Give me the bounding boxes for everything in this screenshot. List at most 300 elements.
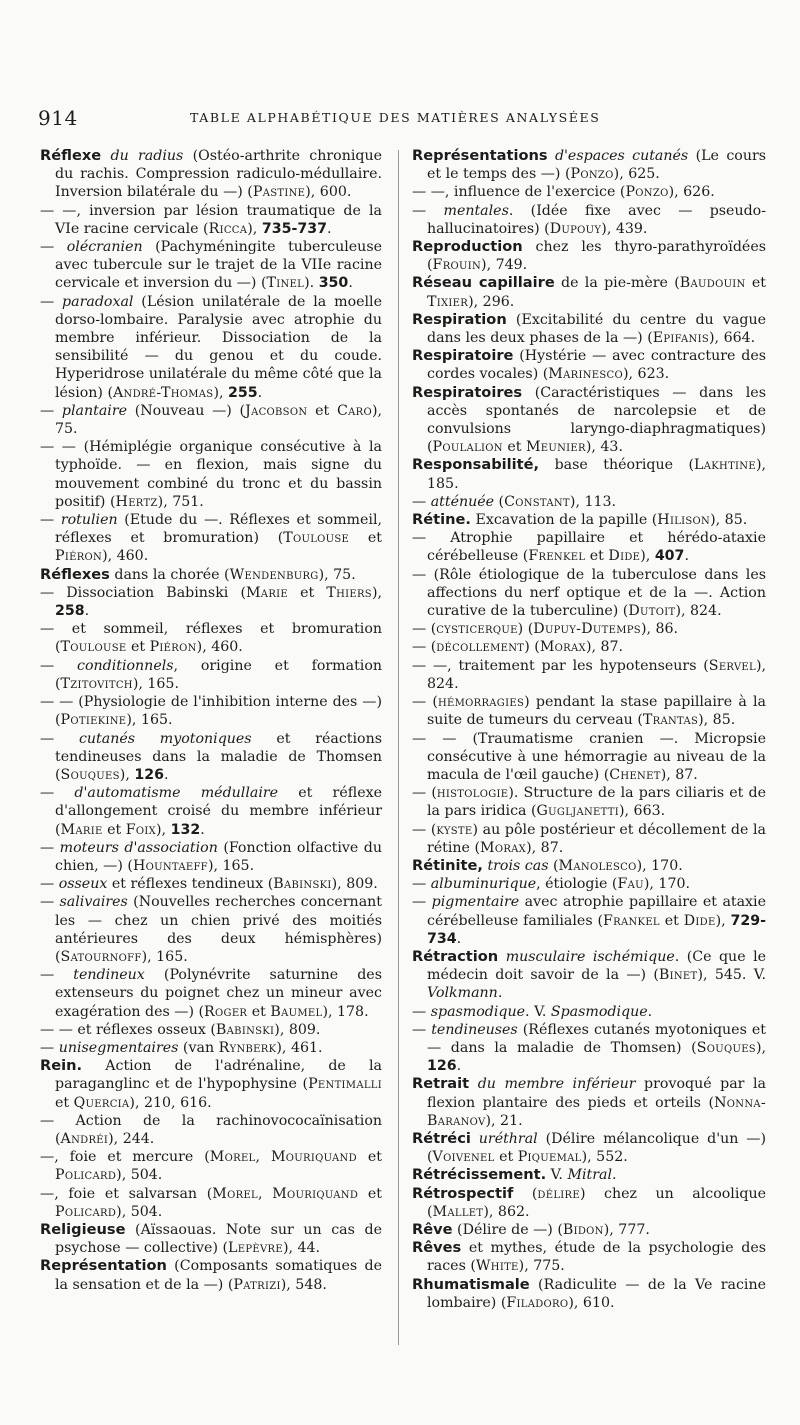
author-name: décollement: [436, 639, 525, 656]
entry-text: — et sommeil, réflexes et bromuration (: [40, 621, 382, 656]
author-name: Binet: [658, 967, 698, 984]
entry-text: et réflexe d'allongement croisé du membre inférieur (: [55, 785, 382, 838]
headword: Réflexes: [40, 565, 110, 583]
subentry-term: albuminurique: [430, 876, 537, 893]
entry-text: ), 545. V.: [697, 967, 767, 984]
entry-text: et: [288, 584, 327, 601]
author-name: kyste: [436, 821, 473, 838]
subentry-term: spasmodique: [430, 1003, 526, 1020]
entry-text: ), 777.: [603, 1221, 650, 1238]
entry-text: et: [307, 402, 337, 419]
entry-text: ), 600.: [305, 184, 352, 201]
entry-text: —: [40, 293, 63, 310]
page-reference-bold: 729-734: [427, 912, 766, 947]
entry-text: ),: [247, 220, 262, 237]
entry-text: ), 751.: [157, 493, 204, 510]
entry-text: ), 170.: [636, 857, 683, 874]
subentry-term: moteurs d'association: [59, 839, 218, 856]
entry-text: — Atrophie papillaire et hérédo-ataxie cérébelleuse (: [412, 530, 766, 565]
entry-text: ), 165.: [141, 948, 188, 965]
entry-text: ), 165.: [132, 675, 179, 692]
index-entry: [412, 1276, 766, 1312]
author-name: Baudouin: [679, 275, 746, 292]
author-name: Ponzo: [570, 166, 614, 183]
author-name: cysticerque: [436, 621, 518, 638]
author-name: Constant: [504, 493, 570, 510]
entry-text: (Le cours et le temps des —) (: [427, 148, 767, 183]
entry-text: — — (Hémiplégie organique consécutive à la typhoïde. — en flexion, mais signe du mouvement combiné du tronc et du bassin positif) (: [40, 439, 382, 510]
entry-text: — (: [412, 694, 438, 711]
entry-text: ), 75.: [318, 566, 356, 583]
author-name: Pastine: [252, 184, 306, 201]
index-entry: [40, 238, 382, 293]
entry-text: (Lésion unilatérale de la moelle dorso-lombaire. Paralysie avec atrophie du membre inférieur. Dissociation de la sensibilité — du genou et du coude. Hyperidrose unilatérale du même côté que la lésion) (: [55, 293, 382, 401]
entry-text: ),: [156, 821, 171, 838]
subentry-term: salivaires: [59, 894, 128, 911]
author-name: Potiekine: [60, 712, 127, 729]
entry-text: ), 504.: [116, 1167, 163, 1184]
entry-text: , étiologie (: [536, 876, 618, 893]
author-name: Hertz: [115, 493, 158, 510]
entry-text: —, foie et salvarsan (: [40, 1185, 213, 1202]
author-name: Babinski: [215, 1021, 275, 1038]
author-name: Morax: [539, 639, 586, 656]
index-entry: [412, 1003, 766, 1021]
entry-text: —: [412, 202, 444, 219]
author-name: Piquemal: [517, 1149, 582, 1166]
index-entry: [412, 657, 766, 693]
entry-text: dans la chorée (: [109, 566, 230, 583]
entry-text: — —, traitement par les hypotenseurs (: [412, 657, 709, 674]
author-name: Souques: [696, 1039, 756, 1056]
entry-text: (Excitabilité du centre du vague dans les deux phases de la —) (: [427, 311, 766, 347]
index-entry: [412, 638, 766, 656]
entry-text: —: [40, 402, 62, 419]
entry-text: ), 548.: [280, 1276, 327, 1293]
index-entry: [412, 620, 766, 638]
entry-text: et: [356, 1149, 382, 1166]
index-entry: [40, 402, 382, 438]
entry-text: — Dissociation Babinski (: [40, 584, 246, 601]
entry-text: avec atrophie papillaire et ataxie cérébelleuse familiales (: [427, 894, 766, 929]
entry-text: .: [200, 821, 205, 838]
entry-text: .: [326, 220, 332, 237]
index-entry: [40, 202, 382, 238]
entry-text: base théorique (: [539, 457, 695, 474]
index-entry: [412, 857, 766, 875]
entry-text: et réflexes tendineux (: [107, 876, 274, 893]
entry-text: ), 749.: [481, 257, 528, 274]
entry-text: ), 43.: [585, 439, 623, 456]
author-name: Poulalion: [432, 439, 503, 456]
entry-text: ), 439.: [601, 220, 648, 237]
entry-text: ), 85.: [710, 512, 748, 529]
index-entry: [412, 875, 766, 893]
entry-text: ),: [640, 548, 655, 565]
author-name: Frouin: [432, 257, 482, 274]
subentry-term: d'espaces cutanés: [554, 148, 689, 164]
index-entry: [40, 1221, 382, 1257]
index-entry: [412, 1021, 766, 1076]
entry-text: Excavation de la papille (: [470, 512, 658, 529]
headword: Réflexe: [40, 147, 102, 164]
entry-text: ). Structure de la pars ciliaris et de la pars iridica (: [427, 785, 767, 820]
page-reference-bold: 126: [427, 1058, 457, 1075]
author-name: Hountaeff: [132, 857, 208, 874]
index-entry: [412, 347, 766, 383]
entry-text: ), 664.: [709, 330, 756, 347]
index-entry: [412, 730, 766, 785]
entry-text: et: [55, 1094, 74, 1111]
entry-text: ), 165.: [126, 712, 173, 729]
author-name: Souques: [60, 766, 120, 783]
subentry-term: paradoxal: [62, 293, 134, 310]
author-name: Patrizi: [233, 1276, 281, 1293]
entry-text: ), 165.: [207, 857, 255, 874]
subentry-term: unisegmentaires: [58, 1039, 179, 1056]
entry-text: Action de l'adrénaline, de la paraganglinc et de l'hypophysine (: [55, 1058, 382, 1093]
entry-text: (Etude du —. Réflexes et sommeil, réflexes et bromuration) (: [55, 512, 382, 547]
index-entry: [40, 1148, 382, 1184]
author-name: Morel: [212, 1185, 258, 1202]
author-name: Epifanis: [652, 330, 710, 347]
entry-text: ), 504.: [116, 1203, 163, 1220]
entry-text: ), 460.: [102, 548, 149, 565]
author-name: Policard: [55, 1167, 117, 1184]
author-name: Dupuy-Dutemps: [533, 621, 641, 638]
entry-text: et: [102, 821, 126, 838]
index-entry: [412, 1239, 766, 1275]
entry-text: [498, 949, 505, 965]
subentry-term: olécranien: [66, 239, 143, 256]
entry-text: et réactions tendineuses dans la maladie de Thomsen (: [55, 730, 382, 783]
entry-text: ),: [371, 584, 382, 601]
entry-text: (Radiculite — de la Ve racine lombaire) (: [427, 1276, 766, 1311]
author-name: Dupouy: [549, 220, 602, 237]
index-entry: [412, 1130, 766, 1166]
entry-text: (Caractéristiques — dans les accès spontanés de narcolepsie et de convulsions laryngo-diaphragmatiques) (: [427, 384, 766, 456]
author-name: Tinel: [266, 275, 305, 292]
author-name: Fau: [617, 876, 644, 893]
index-entry: [412, 183, 766, 201]
entry-text: .: [497, 985, 503, 1002]
author-name: histologie: [436, 785, 509, 802]
index-entry: [40, 438, 382, 511]
index-entry: [40, 693, 382, 729]
entry-text: (Réflexes cutanés myotoniques et — dans la maladie de Thomsen) (: [427, 1021, 766, 1056]
author-name: Ricca: [208, 220, 248, 237]
author-name: White: [475, 1258, 519, 1275]
entry-text: ), 623.: [622, 366, 670, 383]
index-entry: [412, 511, 766, 529]
entry-text: —: [412, 493, 431, 510]
headword: Rêves: [412, 1239, 462, 1257]
subentry-term: Volkmann: [427, 985, 498, 1002]
index-entry: [412, 893, 766, 948]
subentry-term: osseux: [58, 876, 108, 893]
author-name: Lepèvre: [228, 1240, 283, 1257]
entry-text: et: [659, 912, 684, 929]
right-column: [412, 147, 766, 1312]
page-reference-bold: 255: [228, 384, 258, 401]
index-entry: [412, 821, 766, 857]
entry-text: —: [412, 1003, 431, 1020]
index-entry: [412, 274, 766, 310]
entry-text: —: [412, 876, 431, 893]
index-entry: [412, 238, 766, 274]
author-name: Frankel: [603, 912, 660, 929]
entry-text: (: [513, 1185, 538, 1202]
author-name: Frenkel: [528, 548, 586, 565]
headword: Rêve: [412, 1220, 453, 1238]
entry-text: (Aïssaouas. Note sur un cas de psychose — collective) (: [55, 1221, 382, 1257]
subentry-term: musculaire ischémique: [505, 948, 675, 965]
index-entry: [40, 1039, 382, 1057]
entry-text: — Action de la rachinovococaïnisation (: [40, 1112, 382, 1147]
headword: Rétrospectif: [412, 1184, 514, 1202]
author-name: Gugljanetti: [536, 803, 619, 820]
entry-text: et mythes, étude de la psychologie des races (: [427, 1240, 766, 1275]
index-entry: [40, 566, 382, 584]
entry-text: .: [456, 1058, 462, 1075]
index-entry: [412, 566, 766, 621]
subentry-term: trois cas: [487, 857, 549, 874]
entry-text: —: [40, 730, 79, 747]
index-entry: [412, 311, 766, 347]
entry-text: .: [612, 1167, 617, 1184]
entry-text: ), 626.: [668, 184, 715, 201]
entry-text: ), 824.: [675, 603, 722, 620]
subentry-term: pigmentaire: [431, 894, 520, 911]
entry-text: ),: [119, 766, 135, 783]
entry-text: et: [126, 639, 150, 656]
entry-text: (van: [178, 1039, 219, 1056]
index-entry: [40, 784, 382, 839]
entry-text: ), 21.: [485, 1112, 523, 1129]
entry-text: ), 809.: [331, 876, 378, 893]
page-reference-bold: 407: [654, 548, 685, 565]
entry-text: (Nouveau —) (: [127, 402, 246, 419]
entry-text: ) au pôle postérieur et décollement de la rétine (: [427, 821, 767, 856]
author-name: Trantas: [642, 712, 699, 729]
entry-text: —: [40, 967, 74, 984]
headword: Représentations: [412, 147, 548, 164]
entry-text: —: [40, 785, 75, 802]
entry-text: ,: [255, 1149, 271, 1166]
subentry-term: d'automatisme médullaire: [74, 785, 279, 802]
entry-text: ), 663.: [619, 803, 666, 820]
entry-text: ), 86.: [640, 621, 679, 638]
entry-text: provoqué par la flexion plantaire des pieds et orteils (: [427, 1076, 766, 1111]
index-entry: [412, 493, 766, 511]
author-name: Filadoro: [506, 1294, 569, 1311]
author-name: Thiers: [326, 584, 372, 601]
entry-text: (Composants somatiques de la sensation et de la —) (: [55, 1258, 382, 1293]
entry-text: (: [548, 857, 559, 874]
index-entry: [412, 456, 766, 492]
entry-text: —: [40, 239, 67, 256]
headword: Reproduction: [412, 238, 523, 256]
author-name: Mallet: [432, 1203, 484, 1220]
entry-text: et: [247, 1003, 271, 1020]
entry-text: — — et réflexes osseux (: [40, 1021, 216, 1038]
entry-text: . V.: [525, 1003, 551, 1020]
entry-text: ), 85.: [698, 712, 736, 729]
author-name: Servel: [708, 657, 756, 674]
entry-text: —: [412, 1021, 432, 1038]
author-name: Marinesco: [548, 366, 623, 383]
author-name: Mouriquand: [272, 1185, 359, 1202]
entry-text: ), 87.: [526, 839, 564, 856]
entry-text: .: [257, 384, 263, 401]
index-entry: [412, 1075, 766, 1130]
entry-text: [469, 1076, 478, 1092]
index-entry: [412, 784, 766, 820]
index-entry: [40, 1257, 382, 1293]
page-number: 914: [38, 106, 78, 130]
subentry-term: du radius: [110, 148, 184, 164]
entry-text: —: [40, 512, 61, 529]
entry-text: (Polynévrite saturnine des extenseurs du poignet chez un mineur avec exagération des —) (: [55, 967, 382, 1020]
entry-text: (Pachyméningite tuberculeuse avec tubercule sur le trajet de la VIIe racine cervicale et inversion du —) (: [55, 239, 382, 292]
author-name: Quercia: [73, 1094, 130, 1111]
entry-text: — —, inversion par lésion traumatique de la VIe racine cervicale (: [40, 202, 382, 237]
author-name: Voivenel: [432, 1149, 495, 1166]
running-title: TABLE ALPHABÉTIQUE DES MATIÈRES ANALYSÉES: [190, 110, 601, 125]
entry-text: ), 552.: [581, 1149, 628, 1166]
entry-text: — (: [412, 639, 437, 656]
index-entry: [40, 1185, 382, 1221]
entry-text: ), 862.: [483, 1203, 530, 1220]
index-entry: [412, 1221, 766, 1239]
entry-text: (: [494, 493, 505, 510]
author-name: Nonna-Baranov: [427, 1094, 766, 1129]
headword: Respiratoires: [412, 383, 523, 401]
entry-text: ), 75.: [55, 402, 382, 438]
entry-text: ), 44.: [282, 1240, 321, 1257]
entry-text: ,: [258, 1185, 273, 1202]
index-entry: [412, 948, 766, 1003]
entry-text: ) chez un alcoolique (: [427, 1185, 767, 1220]
entry-text: .: [84, 603, 90, 620]
author-name: Tzitovitch: [60, 675, 133, 692]
author-name: Mouriquand: [270, 1149, 357, 1166]
index-entry: [412, 693, 766, 729]
author-name: Lakhtine: [694, 457, 756, 474]
author-name: Hilison: [657, 512, 711, 529]
entry-text: ), 610.: [568, 1294, 615, 1311]
entry-text: . (Idée fixe avec — pseudo-hallucinatoires) (: [427, 202, 767, 237]
entry-text: (Délire de —) (: [452, 1221, 563, 1238]
entry-text: — (: [412, 785, 437, 802]
entry-text: ) (: [524, 639, 540, 656]
index-entry: [40, 657, 382, 693]
entry-text: ),: [715, 912, 731, 929]
author-name: Bidon: [562, 1221, 604, 1238]
index-entry: [40, 1112, 382, 1148]
author-name: Rynberk: [218, 1039, 277, 1056]
entry-text: ) pendant la stase papillaire à la suite de tumeurs du cerveau (: [427, 694, 767, 729]
entry-text: .: [163, 766, 169, 783]
index-entry: [40, 966, 382, 1021]
author-name: Dide: [683, 912, 716, 929]
author-name: Ponzo: [625, 184, 669, 201]
author-name: Toulouse: [283, 530, 350, 547]
subentry-term: atténuée: [430, 493, 495, 510]
author-name: Roger: [204, 1003, 248, 1020]
entry-text: —: [412, 894, 432, 911]
entry-text: ), 113.: [569, 493, 617, 510]
column-divider: [398, 150, 399, 1345]
headword: Respiration: [412, 310, 507, 328]
headword: Réseau capillaire: [412, 274, 555, 292]
entry-text: . (Ce que le médecin doit savoir de la —) (: [427, 948, 766, 984]
entry-text: ) (: [517, 621, 534, 638]
headword: Représentation: [40, 1257, 167, 1275]
entry-text: —: [40, 876, 59, 893]
entry-text: ), 210, 616.: [129, 1094, 212, 1111]
entry-text: .: [647, 1003, 653, 1020]
page-reference-bold: 258: [55, 603, 85, 620]
author-name: Foix: [125, 821, 157, 838]
entry-text: .: [348, 275, 353, 292]
headword: Respiratoire: [412, 347, 514, 365]
author-name: Dide: [608, 548, 641, 565]
index-entry: [40, 620, 382, 656]
subentry-term: cutanés myotoniques: [78, 730, 252, 747]
index-entry: [40, 147, 382, 202]
headword: Rétine.: [412, 511, 471, 529]
entry-text: et: [745, 275, 767, 292]
entry-text: — — (Physiologie de l'inhibition interne des —) (: [40, 694, 382, 729]
page-header: [38, 106, 762, 134]
entry-text: ), 87.: [585, 639, 624, 656]
entry-text: — (Rôle étiologique de la tuberculose dans les affections du nerf optique et de la —. Action curative de la tuberculine) (: [412, 566, 766, 620]
entry-text: —: [40, 1039, 59, 1056]
entry-text: (Ostéo-arthrite chronique du rachis. Compression radiculo-médullaire. Inversion bilatérale du —) (: [55, 148, 382, 201]
index-entry: [40, 730, 382, 785]
entry-text: ), 775.: [518, 1258, 565, 1275]
index-entry: [40, 875, 382, 893]
index-entry: [40, 839, 382, 875]
author-name: hémorragies: [437, 694, 525, 711]
headword: Rétraction: [412, 947, 499, 965]
author-name: Policard: [55, 1203, 117, 1220]
entry-text: ), 178.: [322, 1003, 369, 1020]
entry-text: .: [456, 930, 462, 947]
entry-text: ), 461.: [276, 1039, 323, 1056]
entry-text: et: [358, 1185, 382, 1202]
entry-text: ), 244.: [108, 1130, 155, 1147]
entry-text: — (: [412, 621, 437, 638]
entry-text: (Fonction olfactive du chien, —) (: [55, 839, 383, 874]
subentry-term: tendineuses: [431, 1021, 518, 1038]
headword: Retrait: [412, 1075, 470, 1093]
author-name: Jacobson: [245, 402, 308, 419]
headword: Rétrécissement.: [412, 1166, 547, 1184]
entry-text: — — (Traumatisme cranien —. Micropsie consécutive à une hémorragie au niveau de la macula de l'œil gauche) (: [412, 730, 766, 783]
author-name: Manolesco: [558, 857, 637, 874]
entry-text: —: [40, 894, 60, 911]
index-entry: [412, 147, 766, 183]
entry-text: ), 460.: [196, 639, 243, 656]
entry-text: ), 87.: [660, 766, 698, 783]
entry-text: [471, 1131, 479, 1147]
entry-text: ), 170.: [643, 876, 691, 893]
entry-text: (Nouvelles recherches concernant les — chez un chien privé des moitiés antérieures des deux hémisphères) (: [55, 894, 382, 965]
headword: Responsabilité,: [412, 456, 540, 474]
page-reference-bold: 132: [170, 821, 201, 838]
